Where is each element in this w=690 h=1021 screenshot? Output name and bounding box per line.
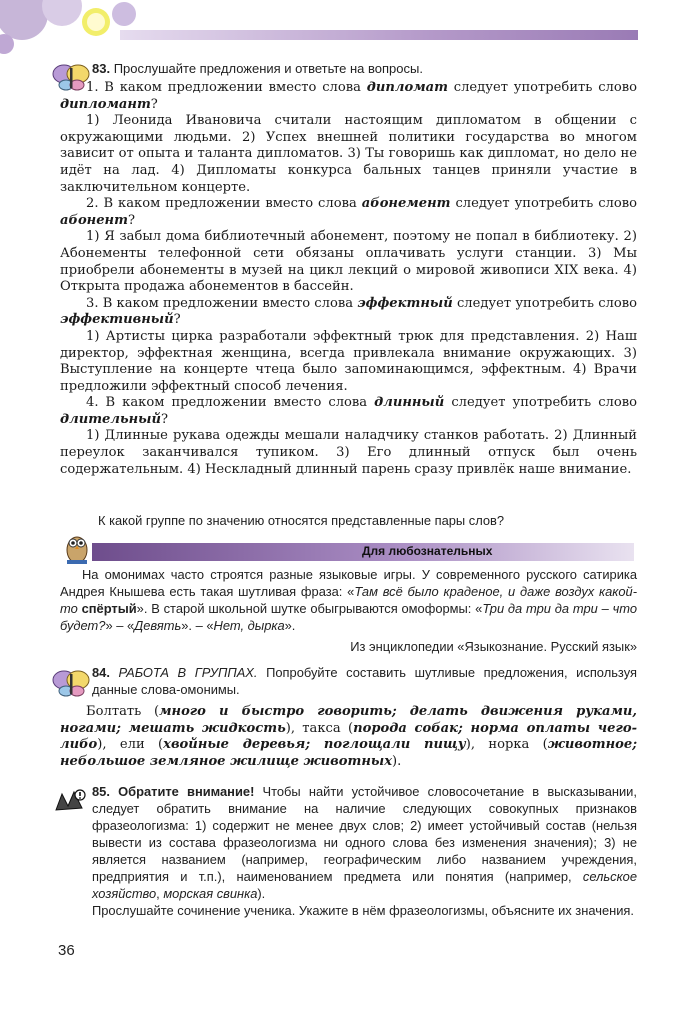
exercise-85-text: 85. Обратите внимание! Чтобы найти устойчивое словосочетание в высказывании, следует обратить внимание на наличие следующих совокупных признаков фразеологизма: 1) содержит не менее двух слов; 2) имеет устойчивый состав (нельзя вывести из состава фразеологизма ни одного слова без изменения значения); 3) не является названием (например, географическим либо названием учреждения, предприятия и т.п.), наименованием предмета или понятия (например, сельское хозяйство, морская свинка).: [92, 784, 637, 901]
butterfly-icon: [52, 668, 90, 698]
ex83-options-2: 1) Я забыл дома библиотечный абонемент, поэтому не попал в библиотеку. 2) Абонементы телефонной сети обязаны оплачивать услуги станции. 3) Мы приобрели абонементы в музей на цикл лекций о мировой живописи XIX века. 4) Открыта продажа абонементов в бассейн.: [60, 229, 637, 295]
ex83-question-1: 1. В каком предложении вместо слова дипломат следует употребить слово дипломант?: [60, 80, 638, 112]
curious-section-title: Для любознательных: [362, 544, 493, 558]
curious-text: На омонимах часто строятся разные языковые игры. У современного русского сатирика Андрея Кнышева есть такая шутливая фраза: «Там всё было краденое, и даже воздух какой-то спёртый». В старой школьной шутке обыгрываются омоформы: «Три да три да три – что будет?» – «Девять». – «Нет, дырка».: [60, 567, 638, 633]
header-bar: [120, 30, 638, 40]
ex83-final-question: К какой группе по значению относятся представленные пары слов?: [98, 513, 505, 528]
ex83-question-4: 4. В каком предложении вместо слова длинный следует употребить слово длительный?: [60, 395, 637, 427]
ex83-options-3: 1) Артисты цирка разработали эффектный трюк для представления. 2) Наш директор, эффектная женщина, всегда привлекала внимание окружающих. 3) Выступление на концерте чтеца было запоминающимся, эффектным. 4) Врачи предложили эффектный способ лечения.: [60, 328, 637, 394]
exercise-85-task: Прослушайте сочинение ученика. Укажите в нём фразеологизмы, объясните их значения.: [92, 903, 634, 918]
ex83-question-2: 2. В каком предложении вместо слова абонемент следует употребить слово абонент?: [60, 196, 638, 228]
exercise-83-heading: 83. Прослушайте предложения и ответьте на вопросы.: [92, 61, 423, 76]
page-number: 36: [58, 942, 75, 959]
header-decoration: [0, 0, 690, 56]
owl-icon: [64, 530, 90, 566]
ex83-options-4: 1) Длинные рукава одежды мешали наладчику станков работать. 2) Длинный переулок заканчивался тупиком. 3) Его длинный отпуск был очень содержательным. 4) Нескладный длинный парень сразу привлёк наше внимание.: [60, 428, 637, 477]
attention-icon: [52, 786, 90, 816]
curious-source: Из энциклопедии «Языкознание. Русский язык»: [350, 639, 637, 654]
ex84-words: Болтать (много и быстро говорить; делать движения руками, ногами; мешать жидкость), такса (порода собак; норма оплаты чего-либо), ели (хвойные деревья; поглощали пищу), норка (животное; небольшое земляное жилище животных).: [60, 704, 638, 769]
ex83-options-1: 1) Леонида Ивановича считали настоящим дипломатом в общении с окружающими людьми. 2) Успех внешней политики государства во многом зависит от опыта и таланта дипломатов. 3) Ты говоришь как дипломат, но дело не идёт на лад. 4) Дипломаты конкурса бальных танцев приняли участие в заключительном концерте.: [60, 113, 637, 195]
curious-section-band: [92, 543, 634, 561]
ex83-question-3: 3. В каком предложении вместо слова эффектный следует употребить слово эффективный?: [60, 295, 638, 328]
exercise-84-heading: 84. РАБОТА В ГРУППАХ. Попробуйте составить шутливые предложения, используя данные слова-омонимы.: [92, 665, 637, 697]
